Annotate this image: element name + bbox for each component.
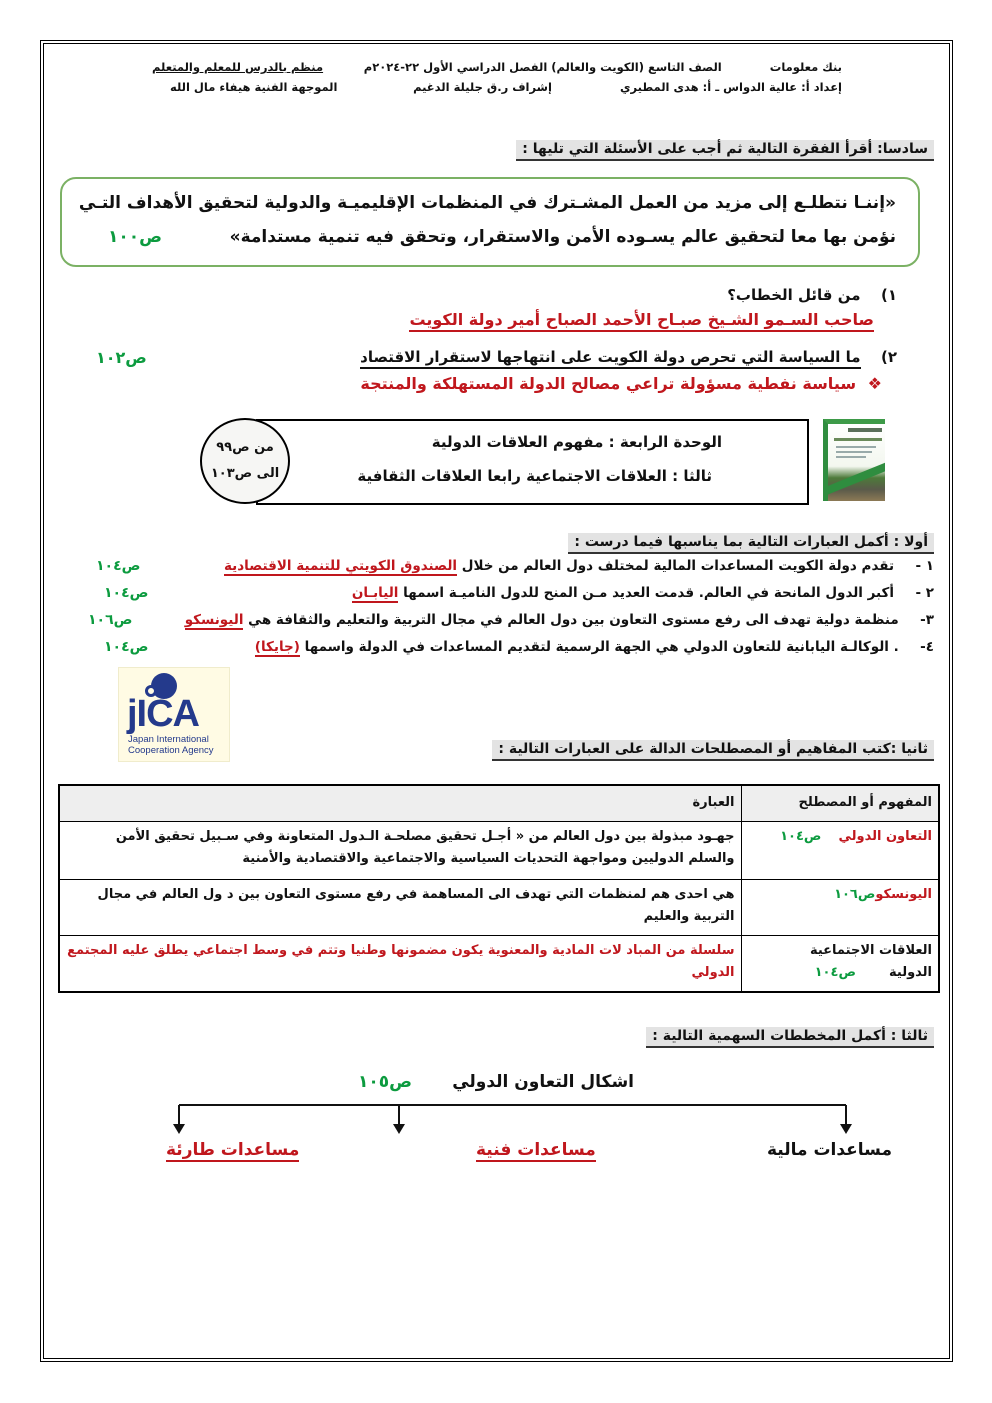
- arrow-down-icon: [393, 1124, 405, 1134]
- statement-cell: سلسلة من المباد لات المادية والمعنوية يكون مضمونها وطنيا وتتم في وسط اجتماعي يطلق عليه المجتمع الدولي: [59, 935, 741, 992]
- pages-to: الى ص١٠٣: [210, 466, 280, 481]
- section-6-title: سادسا: أقرأ الفقرة التالية ثم أجب على الأسئلة التي تليها :: [516, 140, 934, 161]
- question-1-text: من قائل الخطاب؟: [727, 286, 861, 304]
- fill-item-4-number: ٤-: [920, 639, 934, 655]
- statement-cell: هي احدى هم لمنظمات التي تهدف الى المساهمة في رفع مستوى التعاون بين د ول العالم في مجال التربية والعليم: [59, 879, 741, 935]
- quote-page-ref: ص١٠٠: [108, 227, 163, 247]
- section-third-title: ثالثا : أكمل المخططات السهمية التالية :: [646, 1027, 934, 1048]
- header-supervision: إشراف ر.ق جليلة الدغيم: [413, 80, 552, 94]
- fill-item-1-page-ref: ص١٠٤: [96, 558, 141, 574]
- fill-item-4-answer: (جايكا): [254, 639, 300, 655]
- jica-logo-line-1: Japan International: [128, 734, 209, 745]
- header-bank: بنك معلومات: [769, 60, 842, 74]
- header-course: الصف التاسع (الكويت والعالم) الفصل الدراسي الأول ٢٢-٢٠٢٤م: [363, 60, 722, 74]
- answer-1-text: صاحب السـمو الشـيخ صبـاح الأحمد الصباح أمير دولة الكويت: [409, 310, 874, 332]
- term-text: التعاون الدولي: [838, 828, 932, 844]
- pages-from: من ص٩٩: [216, 440, 274, 455]
- term-page-ref: ص١٠٤: [780, 828, 822, 844]
- fill-item-3-number: ٣-: [920, 612, 934, 628]
- statement-cell: جهـود مبذولة بين دول العالم من « أجـل تحقيق مصلحـة الـدول المتعاونة وفي سـبيل تحقيق الأمن والسلم الدوليين ومواجهة التحديات السياسية والاجتماعية والاقتصادية والأمنية: [59, 821, 741, 879]
- arrow-down-icon: [840, 1124, 852, 1134]
- jica-logo-word: jICA: [127, 693, 199, 735]
- diagram-title: اشكال التعاون الدولي: [452, 1072, 634, 1092]
- fill-item-3-answer: اليونسكو: [184, 612, 244, 628]
- fill-item-3-text: منظمة دولية تهدف الى رفع مستوى التعاون بين دول العالم في مجال التربية والتعليم والثقافة هي: [243, 612, 899, 628]
- unit-line-1: الوحدة الرابعة : مفهوم العلاقات الدولية: [431, 433, 722, 451]
- term-text: اليونسكو: [875, 886, 932, 902]
- fill-item-2-page-ref: ص١٠٤: [104, 585, 149, 601]
- answer-2-bullet-icon: ❖: [867, 374, 882, 393]
- fill-item-2-number: ٢ -: [915, 585, 934, 601]
- diagram-branch-emergency: مساعدات طارئة: [166, 1140, 300, 1160]
- header-term: المفهوم أو المصطلح: [741, 785, 939, 821]
- diagram-branch-technical: مساعدات فنية: [476, 1140, 596, 1160]
- fill-item-1-text: تقدم دولة الكويت المساعدات المالية لمختلف دول العالم من خلال: [457, 558, 895, 574]
- fill-item-4-text: . الوكالـة اليابانية للتعاون الدولي هي الجهة الرسمية لتقديم المساعدات في الدولة واسمها: [299, 639, 899, 655]
- fill-item-2-answer: اليابـان: [351, 585, 399, 601]
- quote-line-1: «إننـا نتطلـع إلى مزيد من العمل المشـترك في المنظمات الإقليميـة والدولية لتحقيق الأهداف التـي: [78, 193, 896, 213]
- fill-item-1-number: ١ -: [915, 558, 934, 574]
- question-2-text: ما السياسة التي تحرص دولة الكويت على انتهاجها لاستقرار الاقتصاد: [360, 348, 860, 369]
- diagram-page-ref: ص١٠٥: [358, 1072, 413, 1092]
- diagram-branch-financial: مساعدات مالية: [766, 1140, 892, 1160]
- arrow-down-icon: [173, 1124, 185, 1134]
- header-supervisor: الموجهة الفنية هيفاء مال الله: [170, 80, 338, 94]
- term-page-ref: ص١٠٦: [834, 886, 876, 902]
- unit-line-2: ثالثا : العلاقات الاجتماعية رابعا العلاقات الثقافية: [357, 467, 712, 485]
- header-organizer: منظم بالدرس للمعلم والمتعلم: [152, 60, 324, 74]
- fill-item-3-page-ref: ص١٠٦: [88, 612, 133, 628]
- question-2-number: ٢): [880, 348, 897, 366]
- header-statement: العبارة: [59, 785, 741, 821]
- question-2-page-ref: ص١٠٢: [96, 348, 147, 367]
- question-1-number: ١): [880, 286, 897, 304]
- answer-2-text: سياسة نفطية مسؤولة تراعي مصالح الدولة المستهلكة والمنتجة: [360, 374, 857, 393]
- header-prepared-by: إعداد أ: عالية الدواس ـ أ: هدى المطيري: [619, 80, 842, 94]
- section-second-title: ثانيا :كتب المفاهيم أو المصطلحات الدالة على العبارات التالية :: [492, 740, 934, 761]
- section-first-title: أولا : أكمل العبارات التالية بما يناسبها فيما درست :: [568, 533, 934, 554]
- jica-logo-line-2: Cooperation Agency: [128, 745, 214, 756]
- term-text: العلاقات الاجتماعية: [809, 942, 932, 958]
- quote-line-2: نؤمن بها معا لتحقيق عالم يسـوده الأمن والاستقرار، وتحقق فيه تنمية مستدامة»: [229, 227, 896, 247]
- fill-item-1-answer: الصندوق الكويتي للتنمية الاقتصادية: [223, 558, 458, 574]
- term-text-line-2: الدولية: [889, 964, 932, 980]
- fill-item-4-page-ref: ص١٠٤: [104, 639, 149, 655]
- fill-item-2-text: أكبر الدول المانحة في العالم. قدمت العديد مـن المنح للدول الناميـة اسمها: [398, 585, 895, 601]
- term-page-ref: ص١٠٤: [814, 964, 856, 980]
